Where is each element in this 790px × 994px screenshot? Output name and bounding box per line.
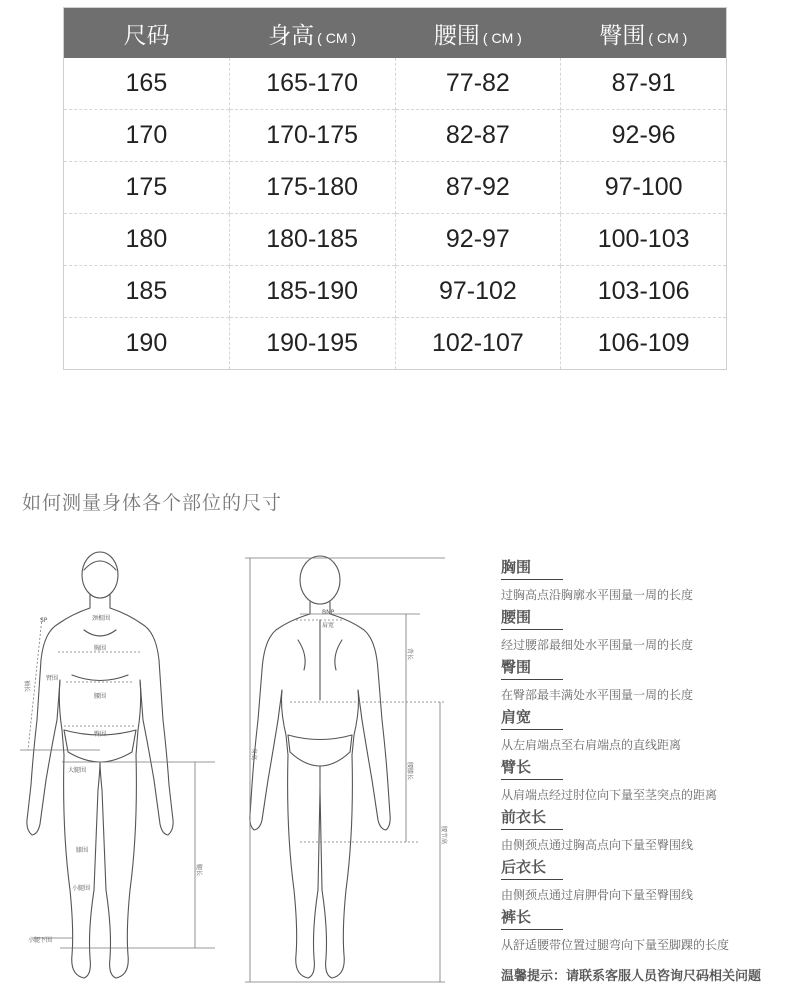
table-row bbox=[64, 110, 727, 162]
definition-desc: 从肩端点经过肘位向下量至茎突点的距离 bbox=[501, 788, 718, 802]
definition-desc: 在臀部最丰满处水平围量一周的长度 bbox=[501, 688, 694, 702]
label-sp: SP bbox=[40, 617, 48, 624]
definition-desc: 由侧颈点通过胸高点向下量至臀围线 bbox=[501, 838, 694, 852]
definition-desc: 由侧颈点通过肩胛骨向下量至臀围线 bbox=[501, 888, 694, 902]
table-row bbox=[64, 318, 727, 370]
table-row bbox=[64, 162, 727, 214]
label-calf: 小腿围 bbox=[72, 885, 91, 892]
cell-size: 180 bbox=[64, 214, 230, 266]
cell-height: 185-190 bbox=[229, 266, 395, 318]
label-shoulder: 肩宽 bbox=[322, 622, 335, 629]
cell-height: 170-175 bbox=[229, 110, 395, 162]
label-sleeve: 袖长 bbox=[23, 680, 30, 693]
size-table-header-row bbox=[64, 8, 727, 59]
label-neck: 颈根围 bbox=[92, 615, 111, 622]
cell-waist: 97-102 bbox=[395, 266, 561, 318]
definition-item bbox=[501, 656, 786, 706]
cell-height: 180-185 bbox=[229, 214, 395, 266]
cell-hip: 103-106 bbox=[561, 266, 727, 318]
definition-term: 前衣长 bbox=[501, 806, 563, 830]
label-waist: 腰围 bbox=[94, 693, 107, 700]
definition-term: 腰围 bbox=[501, 606, 563, 630]
definition-item bbox=[501, 856, 786, 906]
cell-waist: 87-92 bbox=[395, 162, 561, 214]
label-waist-to-knee: 腰膝长 bbox=[406, 762, 413, 781]
label-inseam: 腿长 bbox=[195, 864, 202, 877]
label-waist-height: 腰节高 bbox=[440, 826, 447, 845]
cell-height: 190-195 bbox=[229, 318, 395, 370]
cell-height: 165-170 bbox=[229, 58, 395, 110]
definition-desc: 从左肩端点至右肩端点的直线距离 bbox=[501, 738, 682, 752]
cell-size: 185 bbox=[64, 266, 230, 318]
cell-hip: 87-91 bbox=[561, 58, 727, 110]
header-height: 身高 ( CM ) bbox=[229, 8, 395, 59]
cell-waist: 82-87 bbox=[395, 110, 561, 162]
definition-item bbox=[501, 756, 786, 806]
definition-term: 肩宽 bbox=[501, 706, 563, 730]
label-height: 身高 bbox=[250, 748, 257, 761]
body-figures-illustration bbox=[0, 530, 500, 994]
label-back-length: 背长 bbox=[406, 648, 413, 661]
cell-waist: 77-82 bbox=[395, 58, 561, 110]
header-size: 尺码 bbox=[64, 8, 230, 59]
label-hip: 臀围 bbox=[94, 731, 107, 738]
label-chest: 胸围 bbox=[94, 645, 107, 652]
cell-waist: 102-107 bbox=[395, 318, 561, 370]
definition-item bbox=[501, 906, 786, 956]
definition-item bbox=[501, 706, 786, 756]
size-tip: 温馨提示：请联系客服人员咨询尺码相关问题 bbox=[501, 968, 762, 983]
definition-desc: 从舒适腰带位置过腿弯向下量至脚踝的长度 bbox=[501, 938, 730, 952]
cell-hip: 92-96 bbox=[561, 110, 727, 162]
definition-term: 臀围 bbox=[501, 656, 563, 680]
table-row bbox=[64, 214, 727, 266]
measure-title: 如何测量身体各个部位的尺寸 bbox=[22, 493, 283, 514]
cell-size: 190 bbox=[64, 318, 230, 370]
cell-size: 170 bbox=[64, 110, 230, 162]
cell-size: 175 bbox=[64, 162, 230, 214]
cell-hip: 97-100 bbox=[561, 162, 727, 214]
cell-size: 165 bbox=[125, 69, 168, 97]
label-thigh: 大腿围 bbox=[68, 767, 87, 774]
cell-hip: 106-109 bbox=[561, 318, 727, 370]
cell-waist: 92-97 bbox=[395, 214, 561, 266]
back-body-figure bbox=[250, 556, 390, 978]
table-row bbox=[64, 266, 727, 318]
definition-term: 裤长 bbox=[501, 906, 563, 930]
cell-hip: 100-103 bbox=[561, 214, 727, 266]
definition-item bbox=[501, 806, 786, 856]
definition-desc: 经过腰部最细处水平围量一周的长度 bbox=[501, 638, 694, 652]
definition-desc: 过胸高点沿胸廓水平围量一周的长度 bbox=[501, 588, 694, 602]
table-row bbox=[64, 58, 727, 110]
definition-item bbox=[501, 606, 786, 656]
definition-item bbox=[501, 556, 786, 606]
cell-height: 175-180 bbox=[229, 162, 395, 214]
header-hip: 臀围 ( CM ) bbox=[561, 8, 727, 59]
header-waist: 腰围 ( CM ) bbox=[395, 8, 561, 59]
label-arm: 臂围 bbox=[46, 675, 59, 682]
size-table bbox=[63, 7, 727, 370]
label-bnp: BNP bbox=[322, 609, 335, 616]
label-calf-lower: 小腿下围 bbox=[28, 937, 53, 944]
definition-term: 臂长 bbox=[501, 756, 563, 780]
label-knee: 膝围 bbox=[76, 847, 89, 854]
definition-term: 胸围 bbox=[501, 556, 563, 580]
definition-term: 后衣长 bbox=[501, 856, 563, 880]
measurement-definitions bbox=[501, 556, 786, 956]
